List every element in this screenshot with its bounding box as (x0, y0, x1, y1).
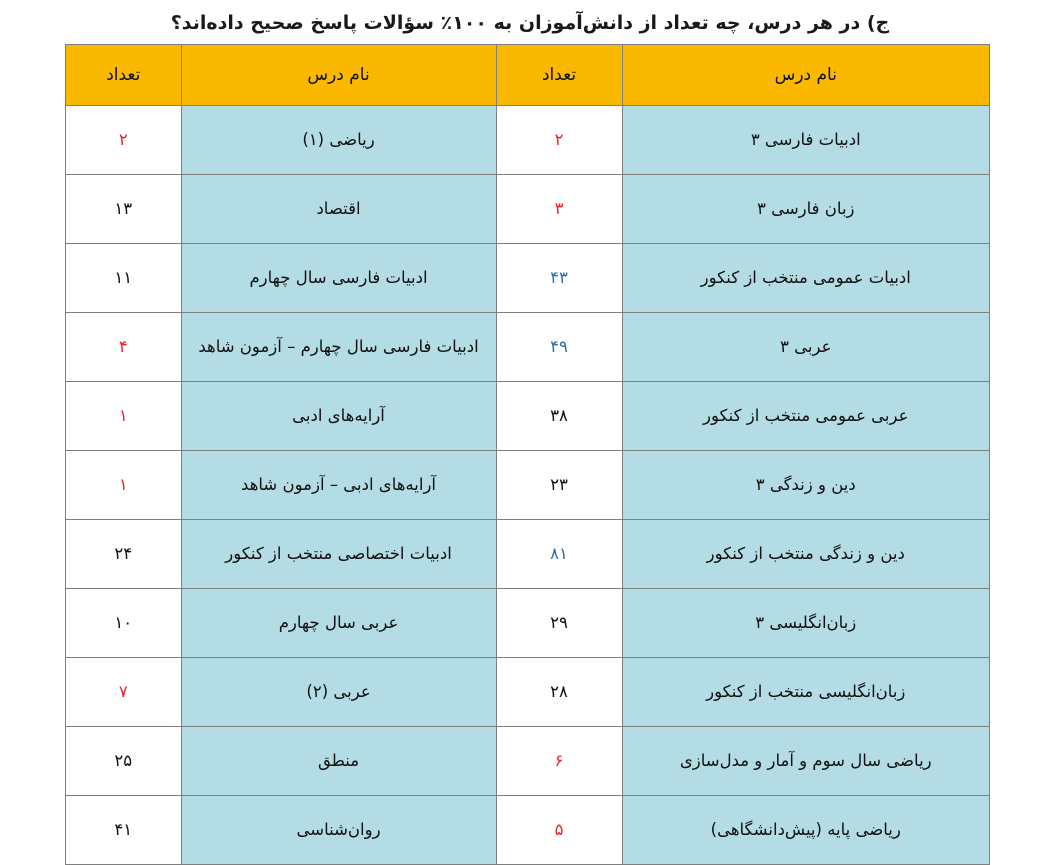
page-title: ج) در هر درس، چه تعداد از دانش‌آموزان به ۱۰۰٪ سؤالات پاسخ صحیح داده‌اند؟ (170, 12, 890, 34)
subject-count-left: ۱ (66, 382, 182, 451)
subject-name-left: آرایه‌های ادبی (181, 382, 496, 451)
table-row (66, 796, 990, 865)
header-right-count: تعداد (496, 45, 622, 106)
table-row (66, 106, 990, 175)
subject-count-right: ۲۳ (496, 451, 622, 520)
table-row (66, 727, 990, 796)
subject-count-right: ۴۳ (496, 244, 622, 313)
subject-name-left: ادبیات فارسی سال چهارم (181, 244, 496, 313)
subject-name-right: زبان‌انگلیسی ۳ (622, 589, 989, 658)
header-left-count: تعداد (66, 45, 182, 106)
subject-name-left: ادبیات اختصاصی منتخب از کنکور (181, 520, 496, 589)
subject-count-left: ۷ (66, 658, 182, 727)
table-row (66, 658, 990, 727)
subject-name-left: اقتصاد (181, 175, 496, 244)
subject-name-left: ادبیات فارسی سال چهارم – آزمون شاهد (181, 313, 496, 382)
subject-name-right: زبان فارسی ۳ (622, 175, 989, 244)
table-row (66, 313, 990, 382)
table-row (66, 589, 990, 658)
subject-count-left: ۱۰ (66, 589, 182, 658)
subject-name-right: عربی ۳ (622, 313, 989, 382)
table-container (35, 44, 1025, 865)
subject-name-left: منطق (181, 727, 496, 796)
subject-name-left: ریاضی (۱) (181, 106, 496, 175)
subject-name-left: روان‌شناسی (181, 796, 496, 865)
subject-name-right: ریاضی پایه (پیش‌دانشگاهی) (622, 796, 989, 865)
subject-count-right: ۳ (496, 175, 622, 244)
table-row (66, 520, 990, 589)
table-row (66, 244, 990, 313)
subject-count-right: ۲۹ (496, 589, 622, 658)
table-row (66, 175, 990, 244)
subject-count-left: ۴ (66, 313, 182, 382)
subject-count-right: ۵ (496, 796, 622, 865)
subject-count-left: ۴۱ (66, 796, 182, 865)
subject-name-left: عربی (۲) (181, 658, 496, 727)
subject-count-left: ۱۳ (66, 175, 182, 244)
subject-name-left: عربی سال چهارم (181, 589, 496, 658)
subject-count-left: ۱ (66, 451, 182, 520)
subject-name-right: ادبیات فارسی ۳ (622, 106, 989, 175)
subject-name-right: عربی عمومی منتخب از کنکور (622, 382, 989, 451)
subject-count-left: ۱۱ (66, 244, 182, 313)
subject-name-right: دین و زندگی منتخب از کنکور (622, 520, 989, 589)
subject-count-right: ۳۸ (496, 382, 622, 451)
table-header (66, 45, 990, 106)
table-row (66, 382, 990, 451)
subject-count-left: ۲ (66, 106, 182, 175)
subject-count-right: ۸۱ (496, 520, 622, 589)
subject-count-right: ۲ (496, 106, 622, 175)
subjects-table (65, 44, 990, 865)
subject-count-right: ۴۹ (496, 313, 622, 382)
subject-name-left: آرایه‌های ادبی – آزمون شاهد (181, 451, 496, 520)
table-body (66, 106, 990, 865)
subject-count-right: ۶ (496, 727, 622, 796)
header-right-name: نام درس (622, 45, 989, 106)
subject-name-right: ریاضی سال سوم و آمار و مدل‌سازی (622, 727, 989, 796)
table-header-row (66, 45, 990, 106)
header-left-name: نام درس (181, 45, 496, 106)
subject-count-left: ۲۴ (66, 520, 182, 589)
subject-name-right: دین و زندگی ۳ (622, 451, 989, 520)
table-row (66, 451, 990, 520)
subject-name-right: ادبیات عمومی منتخب از کنکور (622, 244, 989, 313)
subject-name-right: زبان‌انگلیسی منتخب از کنکور (622, 658, 989, 727)
subject-count-left: ۲۵ (66, 727, 182, 796)
subject-count-right: ۲۸ (496, 658, 622, 727)
